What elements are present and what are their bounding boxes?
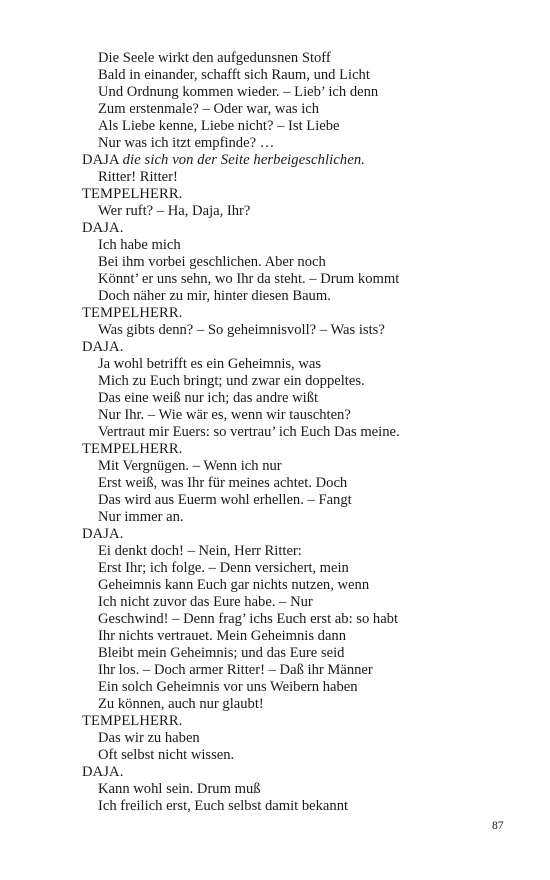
verse-line: Ich nicht zuvor das Eure habe. – Nur [98,594,313,610]
verse-line: Nur was ich itzt empfinde? … [98,135,275,151]
verse-line: Ich freilich erst, Euch selbst damit bekannt [98,798,349,814]
verse-line: Mich zu Euch bringt; und zwar ein doppeltes. [98,373,365,389]
verse-line: Ihr los. – Doch armer Ritter! – Daß ihr Männer [98,662,373,678]
verse-line: Kann wohl sein. Drum muß [98,781,261,797]
verse-line: Bei ihm vorbei geschlichen. Aber noch [98,254,326,270]
verse-line: Die Seele wirkt den aufgedunsnen Stoff [98,50,331,66]
verse-line: Geschwind! – Denn frag’ ichs Euch erst ab: so habt [98,611,399,627]
verse-line: Oft selbst nicht wissen. [98,747,235,763]
stage-direction: die sich von der Seite herbeigeschlichen. [122,152,366,168]
verse-line: Und Ordnung kommen wieder. – Lieb’ ich denn [98,84,379,100]
verse-line: Vertraut mir Euers: so vertrau’ ich Euch Das meine. [98,424,400,440]
verse-line: Ein solch Geheimnis vor uns Weibern haben [98,679,358,695]
verse-line: Nur immer an. [98,509,184,525]
verse-line: Als Liebe kenne, Liebe nicht? – Ist Liebe [98,118,340,134]
verse-line: Geheimnis kann Euch gar nichts nutzen, wenn [98,577,370,593]
verse-line: Bleibt mein Geheimnis; und das Eure seid [98,645,345,661]
page-number: 87 [492,820,504,832]
verse-line: Ich habe mich [98,237,181,253]
speaker-name: TEMPELHERR. [82,713,183,729]
verse-line: Zu können, auch nur glaubt! [98,696,264,712]
verse-line: Ja wohl betrifft es ein Geheimnis, was [98,356,322,372]
verse-line: Ei denkt doch! – Nein, Herr Ritter: [98,543,302,559]
speaker-name: DAJA. [82,220,124,236]
speaker-name: DAJA. [82,764,124,780]
verse-line: Nur Ihr. – Wie wär es, wenn wir tauschten? [98,407,351,423]
text-page [82,50,512,815]
verse-line: Ihr nichts vertrauet. Mein Geheimnis dann [98,628,347,644]
verse-line: Bald in einander, schafft sich Raum, und Licht [98,67,370,83]
verse-line: Erst weiß, was Ihr für meines achtet. Doch [98,475,348,491]
verse-line: Ritter! Ritter! [98,169,178,185]
verse-line: Doch näher zu mir, hinter diesen Baum. [98,288,331,304]
speaker-name: DAJA. [82,526,124,542]
speaker-name: DAJA. [82,339,124,355]
speaker-with-stage-direction [82,152,512,169]
verse-line: Zum erstenmale? – Oder war, was ich [98,101,320,117]
verse-line: Das eine weiß nur ich; das andre wißt [98,390,319,406]
verse-line: Erst Ihr; ich folge. – Denn versichert, mein [98,560,349,576]
speaker-name: TEMPELHERR. [82,441,183,457]
verse-line: Was gibts denn? – So geheimnisvoll? – Was ists? [98,322,385,338]
verse-line: Mit Vergnügen. – Wenn ich nur [98,458,282,474]
speaker-name: TEMPELHERR. [82,305,183,321]
verse-line: Das wird aus Euerm wohl erhellen. – Fangt [98,492,352,508]
verse-line: Wer ruft? – Ha, Daja, Ihr? [98,203,251,219]
verse-line: Das wir zu haben [98,730,200,746]
speaker-name: TEMPELHERR. [82,186,183,202]
speaker-name: DAJA [82,152,119,168]
verse-line: Könnt’ er uns sehn, wo Ihr da steht. – Drum kommt [98,271,400,287]
